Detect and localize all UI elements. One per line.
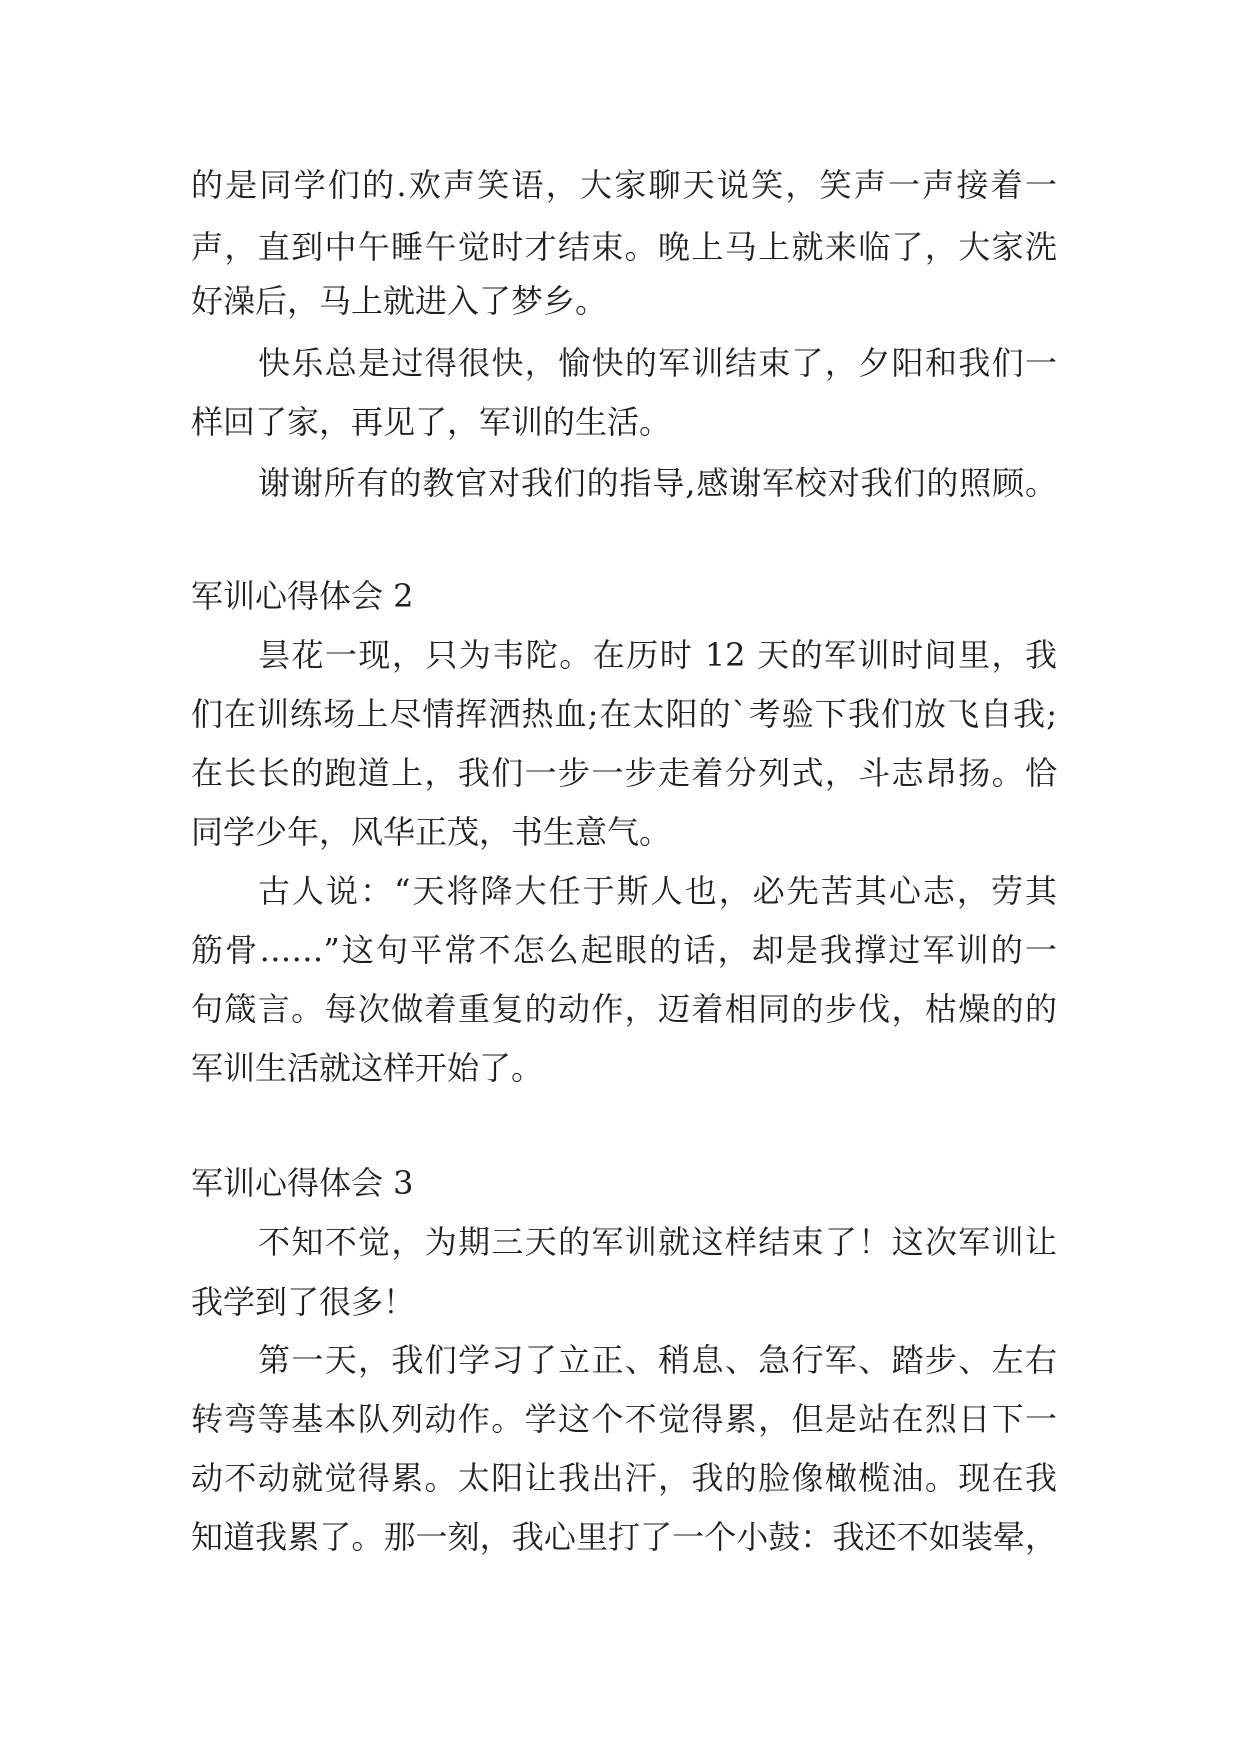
paragraph-line: 在长长的跑道上，我们一步一步走着分列式，斗志昂扬。恰 — [191, 754, 1057, 792]
paragraph-line: 我学到了很多！ — [191, 1283, 416, 1321]
paragraph-line: 好澡后，马上就进入了梦乡。 — [191, 282, 608, 320]
paragraph-line: 第一天，我们学习了立正、稍息、急行军、踏步、左右 — [258, 1341, 1057, 1379]
paragraph-line: 句箴言。每次做着重复的动作，迈着相同的步伐，枯燥的的 — [191, 990, 1057, 1028]
paragraph-line: 谢谢所有的教官对我们的指导,感谢军校对我们的照顾。 — [258, 464, 1057, 502]
paragraph-line: 们在训练场上尽情挥洒热血;在太阳的`考验下我们放飞自我; — [191, 695, 1057, 733]
paragraph-line: 动不动就觉得累。太阳让我出汗，我的脸像橄榄油。现在我 — [191, 1459, 1057, 1497]
paragraph-line: 筋骨……”这句平常不怎么起眼的话，却是我撑过军训的一 — [191, 931, 1057, 969]
paragraph-line: 声，直到中午睡午觉时才结束。晚上马上就来临了，大家洗 — [191, 228, 1057, 266]
paragraph-line: 同学少年，风华正茂，书生意气。 — [191, 813, 672, 851]
paragraph-line: 昙花一现，只为韦陀。在历时 12 天的军训时间里，我 — [258, 636, 1057, 674]
paragraph-line: 古人说：“天将降大任于斯人也，必先苦其心志，劳其 — [258, 872, 1057, 910]
paragraph-line: 快乐总是过得很快，愉快的军训结束了，夕阳和我们一 — [258, 344, 1057, 382]
paragraph-line: 不知不觉，为期三天的军训就这样结束了！这次军训让 — [258, 1223, 1057, 1261]
paragraph-line: 的是同学们的.欢声笑语，大家聊天说笑，笑声一声接着一 — [191, 166, 1057, 204]
section-heading: 军训心得体会 3 — [191, 1164, 414, 1202]
paragraph-line: 知道我累了。那一刻，我心里打了一个小鼓：我还不如装晕， — [191, 1518, 1057, 1556]
section-heading: 军训心得体会 2 — [191, 577, 414, 615]
paragraph-line: 样回了家，再见了，军训的生活。 — [191, 403, 672, 441]
paragraph-line: 转弯等基本队列动作。学这个不觉得累，但是站在烈日下一 — [191, 1400, 1057, 1438]
paragraph-line: 军训生活就这样开始了。 — [191, 1049, 544, 1087]
